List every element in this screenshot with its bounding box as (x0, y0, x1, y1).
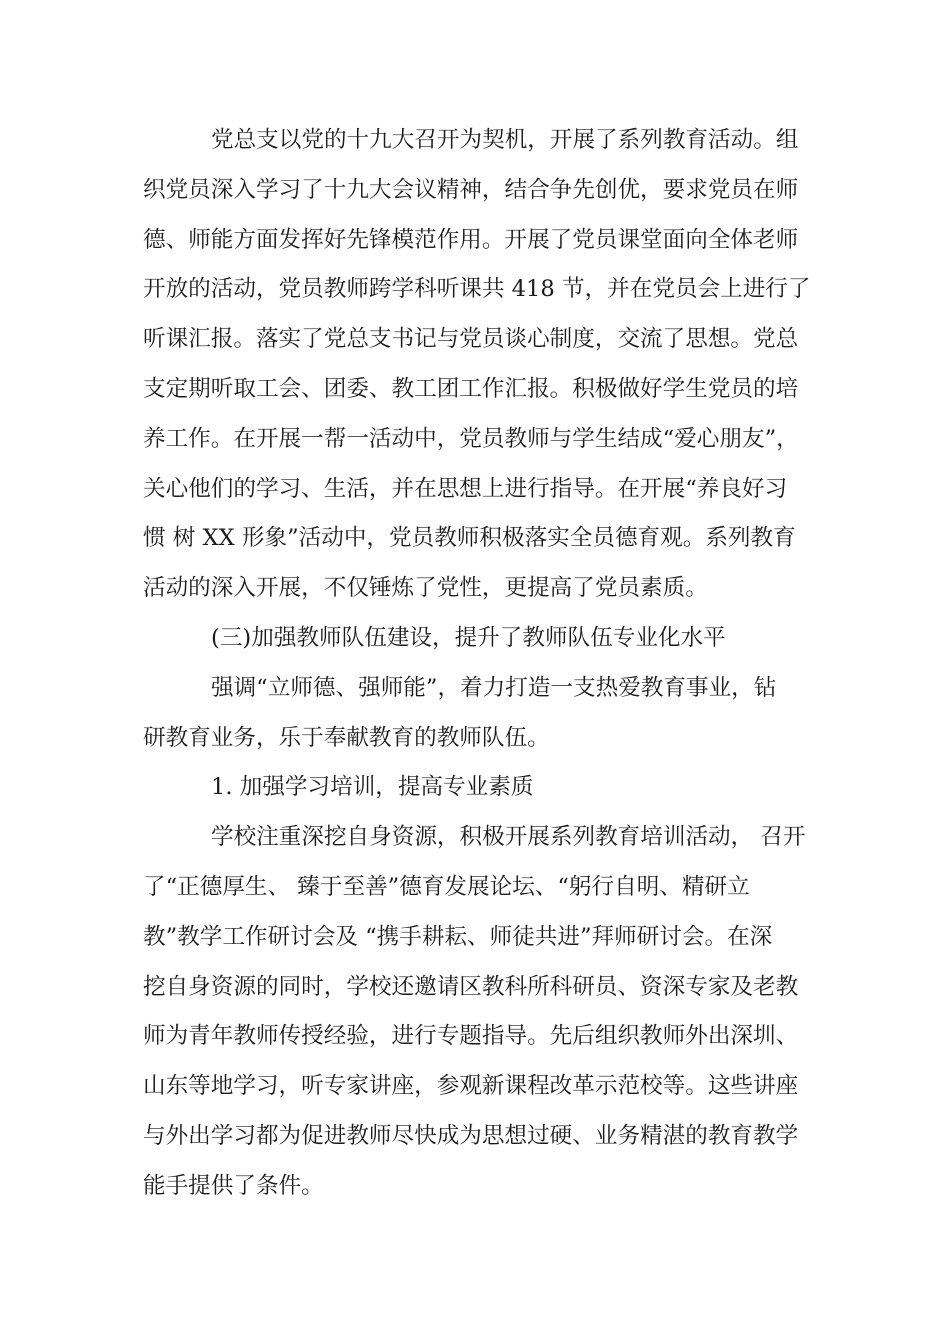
text-line: 研教育业务，乐于奉献教育的教师队伍。 (143, 724, 550, 751)
text-line: 能手提供了条件。 (143, 1172, 324, 1199)
text-line: 听课汇报。落实了党总支书记与党员谈心制度，交流了思想。党总 (143, 326, 799, 353)
section-heading: (三)加强教师队伍建设，提升了教师队伍专业化水平 (211, 624, 726, 651)
text-line: 教”教学工作研讨会及 “携手耕耘、师徒共进”拜师研讨会。在深 (143, 923, 773, 950)
paragraph-party-education (143, 116, 811, 614)
subheading-training (143, 763, 805, 813)
section-heading-teacher-team (143, 614, 805, 664)
text-line: 学校注重深挖自身资源，积极开展系列教育培训活动， 召开 (211, 824, 806, 851)
text-line: 支定期听取工会、团委、教工团工作汇报。积极做好学生党员的培 (143, 375, 799, 402)
text-line: 师为青年教师传授经验，进行专题指导。先后组织教师外出深圳、 (143, 1023, 799, 1050)
text-line: 织党员深入学习了十九大会议精神，结合争先创优，要求党员在师 (143, 176, 799, 203)
paragraph-training-activities (143, 813, 805, 1211)
text-line: 党总支以党的十九大召开为契机，开展了系列教育活动。组 (211, 127, 799, 153)
text-line: 开放的活动，党员教师跨学科听课共 418 节，并在党员会上进行了 (143, 276, 811, 303)
paragraph-teacher-ethics (143, 664, 805, 764)
text-line: 关心他们的学习、生活，并在思想上进行指导。在开展“养良好习 (143, 475, 788, 502)
text-line: 了“正德厚生、 臻于至善”德育发展论坛、“躬行自明、精研立 (143, 873, 750, 900)
text-line: 德、师能方面发挥好先锋模范作用。开展了党员课堂面向全体老师 (143, 226, 799, 253)
text-line: 挖自身资源的同时，学校还邀请区教科所科研员、资深专家及老教 (143, 973, 799, 1000)
text-line: 与外出学习都为促进教师尽快成为思想过硬、业务精湛的教育教学 (143, 1122, 799, 1149)
text-line: 养工作。在开展一帮一活动中，党员教师与学生结成“爱心朋友”， (143, 425, 799, 452)
document-page (143, 116, 811, 1212)
text-line: 山东等地学习，听专家讲座，参观新课程改革示范校等。这些讲座 (143, 1073, 799, 1100)
text-line: 强调“立师德、强师能”，着力打造一支热爱教育事业，钻 (211, 674, 777, 701)
text-line: 活动的深入开展，不仅锤炼了党性，更提高了党员素质。 (143, 575, 708, 602)
text-line: 惯 树 XX 形象”活动中，党员教师积极落实全员德育观。系列教育 (143, 525, 796, 552)
subsection-heading: 1. 加强学习培训，提高专业素质 (211, 774, 534, 801)
